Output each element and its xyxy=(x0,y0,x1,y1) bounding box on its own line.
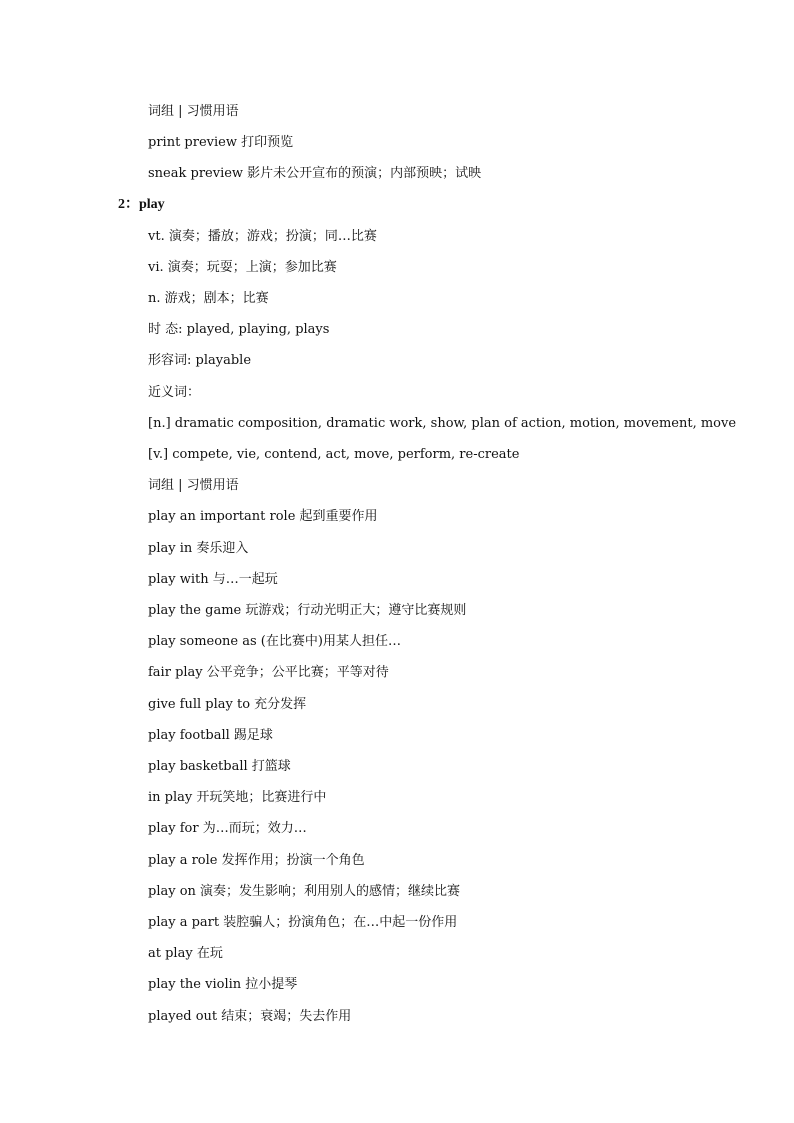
phrase-line: play in 奏乐迎入 xyxy=(148,541,249,556)
phrase-line: fair play 公平竞争；公平比赛；平等对待 xyxy=(148,665,389,680)
phrase-line: play an important role 起到重要作用 xyxy=(148,509,378,524)
phrase-line: play for 为…而玩；效力… xyxy=(148,821,307,836)
phrase-line: play the game 玩游戏；行动光明正大；遵守比赛规则 xyxy=(148,603,467,618)
adjective-line: 形容词: playable xyxy=(148,353,252,368)
phrase-line: play someone as (在比赛中)用某人担任… xyxy=(148,634,401,649)
sense-line: vi. 演奏；玩耍；上演；参加比赛 xyxy=(148,260,337,275)
tenses-line: 时 态: played, playing, plays xyxy=(148,322,330,337)
sense-line: vt. 演奏；播放；游戏；扮演；同…比赛 xyxy=(148,229,377,244)
phrase-line: play the violin 拉小提琴 xyxy=(148,977,298,992)
previous-phrases-heading: 词组 | 习惯用语 xyxy=(148,104,239,119)
phrase-line: play a role 发挥作用；扮演一个角色 xyxy=(148,853,365,868)
phrase-line: play football 踢足球 xyxy=(148,728,273,743)
phrase-line: play basketball 打篮球 xyxy=(148,759,291,774)
synonym-line: [n.] dramatic composition, dramatic work, show, plan of action, motion, movement, move xyxy=(148,416,737,431)
phrase-line: play a part 装腔骗人；扮演角色；在…中起一份作用 xyxy=(148,915,458,930)
phrase-line: give full play to 充分发挥 xyxy=(148,697,307,712)
phrase-line: at play 在玩 xyxy=(148,946,223,961)
phrase-line: sneak preview 影片未公开宣布的预演；内部预映；试映 xyxy=(148,166,482,181)
sense-line: n. 游戏；剧本；比赛 xyxy=(148,291,269,306)
phrase-line: print preview 打印预览 xyxy=(148,135,294,150)
phrase-line: play on 演奏；发生影响；利用别人的感情；继续比赛 xyxy=(148,884,461,899)
phrase-line: play with 与…一起玩 xyxy=(148,572,278,587)
phrase-line: played out 结束；衰竭；失去作用 xyxy=(148,1009,352,1024)
synonym-line: [v.] compete, vie, contend, act, move, perform, re-create xyxy=(148,447,520,462)
phrase-line: in play 开玩笑地；比赛进行中 xyxy=(148,790,327,805)
synonyms-heading: 近义词： xyxy=(148,385,201,400)
phrases-heading: 词组 | 习惯用语 xyxy=(148,478,239,493)
entry-heading: 2：play xyxy=(118,197,165,212)
